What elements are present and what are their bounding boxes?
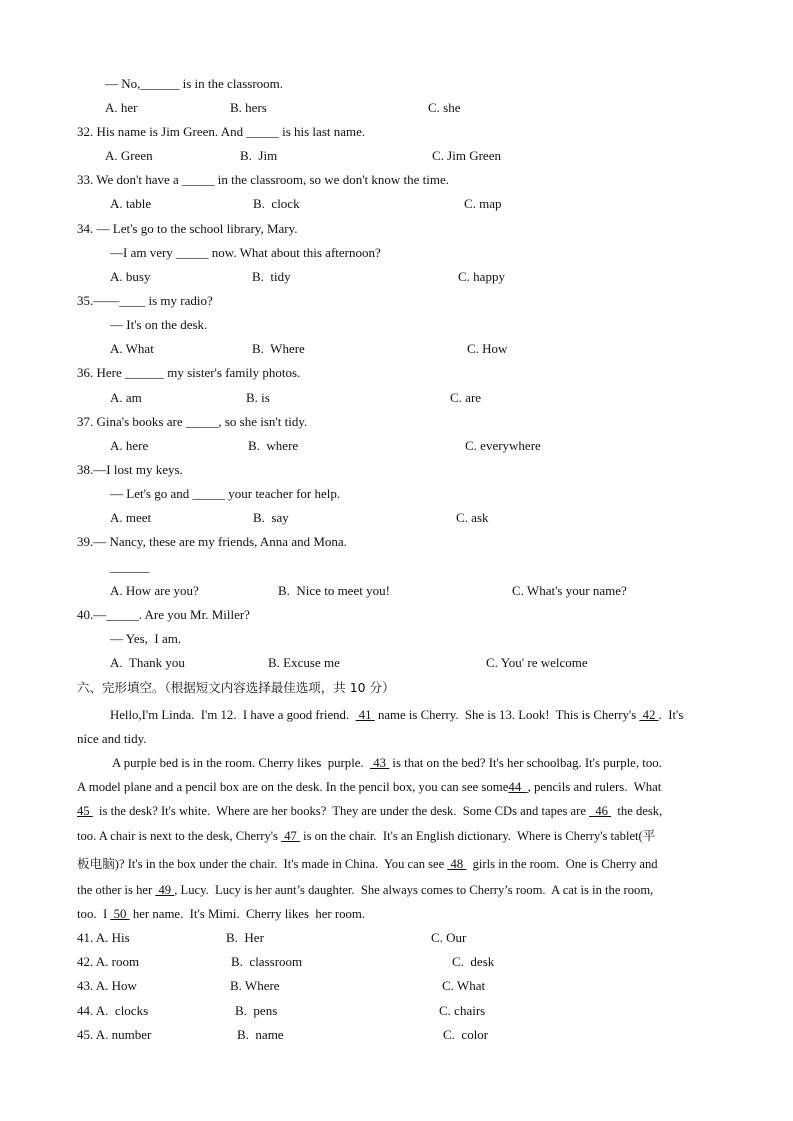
q33-option-b: B. clock [253,196,300,211]
passage-line [77,779,661,795]
blank-46: _46 [589,804,612,818]
q35-dialog: — It's on the desk. [110,317,208,332]
passage-line [77,882,653,898]
q40-option-b: B. Excuse me [268,655,340,670]
passage-line [77,906,365,922]
passage-line: nice and tidy. [77,731,147,746]
passage-text: A purple bed is in the room. Cherry likes purple. [112,756,371,770]
blank-43: 43 [370,756,390,770]
passage-text: is that on the bed? It's her schoolbag. It's purple, too. [389,756,662,770]
passage-line [77,803,662,819]
passage-text: her name. It's Mimi. Cherry likes her room. [129,907,366,921]
q36-option-b: B. is [246,390,270,405]
q37-stem: 37. Gina's books are _____, so she isn't tidy. [77,414,308,429]
q40-option-a: A. Thank you [110,655,185,670]
passage-text: A model plane and a pencil box are on the desk. In the pencil box, you can see some [77,780,509,794]
q36-option-a: A. am [110,390,142,405]
blank-50: 50 [110,907,130,921]
q42-option-b: B. classroom [231,954,303,969]
q38-option-a: A. meet [110,510,152,525]
q42-option-c: C. desk [452,954,495,969]
passage-text: , pencils and rulers. What [527,780,662,794]
passage-text: , Lucy. Lucy is her aunt’s daughter. She always comes to Cherry’s room. A cat is in the room, [174,883,654,897]
q44-option-a: 44. A. clocks [77,1003,149,1018]
q41-option-c: C. Our [431,930,467,945]
q35-option-c: C. How [467,341,508,356]
passage-text: too. I [77,907,111,921]
q38-option-c: C. ask [456,510,489,525]
passage-text: name is Cherry. She is 13. Look! This is Cherry's [374,708,640,722]
q32-option-a: A. Green [105,148,153,163]
q39-dialog: ______ [110,559,149,574]
q41-option-b: B. Her [226,930,264,945]
q32-option-b: B. Jim [240,148,278,163]
q31-option-c: C. she [428,100,461,115]
q36-option-c: C. are [450,390,482,405]
q35-option-a: A. What [110,341,154,356]
q33-option-a: A. table [110,196,152,211]
q40-stem: 40.—_____. Are you Mr. Miller? [77,607,250,622]
q34-dialog: —I am very _____ now. What about this afternoon? [110,245,381,260]
section6-heading: 六、完形填空。（根据短文内容选择最佳选项，共 10 分） [77,680,395,695]
blank-42: 42 [639,708,659,722]
q44-option-b: B. pens [235,1003,278,1018]
q38-stem: 38.—I lost my keys. [77,462,183,477]
blank-41: 41 [355,708,375,722]
passage-line [110,707,683,723]
q37-option-a: A. here [110,438,149,453]
q37-option-c: C. everywhere [465,438,541,453]
q40-option-c: C. You' re welcome [486,655,588,670]
passage-text: the other is her [77,883,156,897]
q39-stem: 39.— Nancy, these are my friends, Anna and Mona. [77,534,347,549]
q39-option-a: A. How are you? [110,583,199,598]
passage-line [77,828,655,844]
q37-option-b: B. where [248,438,299,453]
q32-stem: 32. His name is Jim Green. And _____ is his last name. [77,124,366,139]
passage-text: 板电脑)? It's in the box under the chair. It's made in China. You can see [77,857,448,871]
q41-option-a: 41. A. His [77,930,130,945]
q39-option-c: C. What's your name? [512,583,627,598]
q34-stem: 34. — Let's go to the school library, Mary. [77,221,298,236]
passage-text: is the desk? It's white. Where are her books? They are under the desk. Some CDs and tapes are [92,804,590,818]
q45-option-b: B. name [237,1027,284,1042]
q45-option-c: C. color [443,1027,489,1042]
passage-text: is on the chair. It's an English dictionary. Where is Cherry's tablet(平 [299,829,656,843]
q44-option-c: C. chairs [439,1003,486,1018]
blank-47: 47 [281,829,300,843]
q31-option-b: B. hers [230,100,267,115]
q38-dialog: — Let's go and _____ your teacher for help. [110,486,341,501]
q40-dialog: — Yes, I am. [110,631,182,646]
blank-44: 44 [508,780,528,794]
q34-option-a: A. busy [110,269,151,284]
passage-text: the desk, [611,804,663,818]
q33-option-c: C. map [464,196,502,211]
passage-text: . It's [658,708,684,722]
q34-option-b: B. tidy [252,269,291,284]
q43-option-b: B. Where [230,978,280,993]
q32-option-c: C. Jim Green [432,148,501,163]
q43-option-c: C. What [442,978,486,993]
q35-stem: 35.——____ is my radio? [77,293,213,308]
q42-option-a: 42. A. room [77,954,140,969]
passage-text: Hello,I'm Linda. I'm 12. I have a good friend. [110,708,356,722]
q36-stem: 36. Here ______ my sister's family photos. [77,365,301,380]
blank-45: 45 [77,804,93,818]
q45-option-a: 45. A. number [77,1027,152,1042]
q38-option-b: B. say [253,510,289,525]
q33-stem: 33. We don't have a _____ in the classroom, so we don't know the time. [77,172,450,187]
blank-49: 49 [155,883,175,897]
passage-line [77,856,658,872]
passage-text: too. A chair is next to the desk, Cherry's [77,829,282,843]
q35-option-b: B. Where [252,341,305,356]
q39-option-b: B. Nice to meet you! [278,583,390,598]
passage-text: girls in the room. One is Cherry and [466,857,658,871]
blank-48: 48 [447,857,467,871]
q31-option-a: A. her [105,100,138,115]
q43-option-a: 43. A. How [77,978,137,993]
q31-dialog: — No,______ is in the classroom. [105,76,284,91]
passage-line [112,755,662,771]
q34-option-c: C. happy [458,269,505,284]
